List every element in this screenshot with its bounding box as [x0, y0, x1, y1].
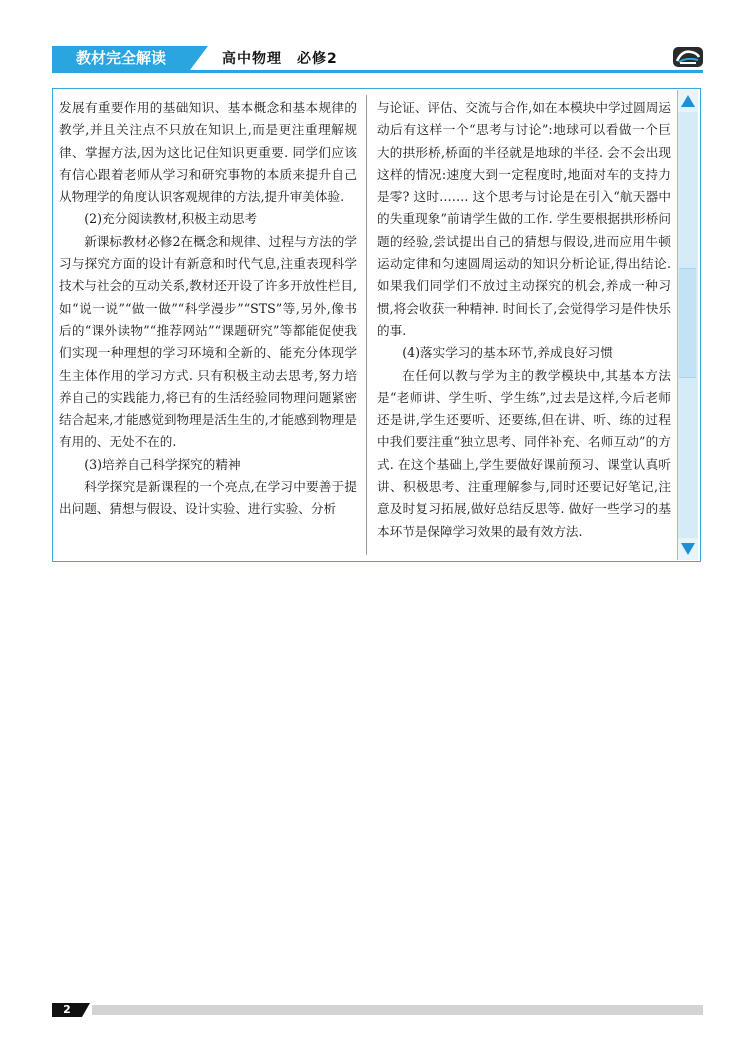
vertical-scrollbar[interactable] [677, 90, 698, 560]
page-number: 2 [52, 1003, 82, 1017]
paragraph: 发展有重要作用的基础知识、基本概念和基本规律的教学,并且关注点不只放在知识上,而是更注重理解规律、掌握方法,因为这比记住知识更重要. 同学们应该有信心跟着老师从学习和研究事物的本质来提升自己从物理学的角度认识客观规律的方法,提升审美体验. [59, 100, 357, 205]
scroll-thumb[interactable] [679, 268, 696, 378]
section-heading: (2)充分阅读教材,积极主动思考 [84, 211, 258, 227]
paragraph: 在任何以教与学为主的教学模块中,其基本方法是“老师讲、学生听、学生练”,过去是这样,今后老师还是讲,学生还要听、还要练,但在讲、听、练的过程中我们要注重“独立思考、同伴补充、名师互动”的方式. 在这个基础上,学生要做好课前预习、课堂认真听讲、积极思考、注重理解参与,同时还要记好笔记,注意及时复习拓展,做好总结反思等. 做好一些学习的基本环节是保障学习效果的最有效方法. [377, 367, 671, 539]
page-footer [52, 1003, 703, 1017]
page-header [52, 46, 703, 74]
scroll-up-button[interactable] [678, 90, 698, 112]
paragraph: 新课标教材必修2在概念和规律、过程与方法的学习与探究方面的设计有新意和时代气息,注重表现科学技术与社会的互动关系,教材还开设了许多开放性栏目,如“说一说”“做一做”“科学漫步”“STS”等,另外,像书后的“课外读物”“推荐网站”“课题研究”等都能促使我们实现一种理想的学习环境和全新的、能充分体现学生主体作用的学习方式. 只有积极主动去思考,努力培养自己的实践能力,将已有的生活经验同物理问题紧密结合起来,才能感觉到物理是活生生的,才能感到物理是有用的、无处不在的. [59, 233, 357, 450]
page-number-tip [82, 1003, 90, 1017]
section-heading: (4)落实学习的基本环节,养成良好习惯 [402, 345, 613, 361]
footer-bar [92, 1005, 703, 1015]
paragraph: 与论证、评估、交流与合作,如在本模块中学过圆周运动后有这样一个“思考与讨论”:地球可以看做一个巨大的拱形桥,桥面的半径就是地球的半径. 会不会出现这样的情况:速度大到一定程度时,地面对车的支持力是零? 这时……. 这个思考与讨论是在引入“航天器中的失重现象”前请学生做的工作. 学生要根据拱形桥问题的经验,尝试提出自己的猜想与假设,进而应用牛顿运动定律和匀速圆周运动的知识分析论证,得出结论. 如果我们同学们不放过主动探究的机会,养成一种习惯,将会收获一种精神. 时间长了,会觉得学习是件快乐的事. [377, 100, 671, 338]
book-series-badge: 教材完全解读 [52, 46, 190, 70]
badge-tip [190, 46, 208, 70]
publisher-logo-icon [673, 47, 703, 67]
scroll-down-button[interactable] [678, 538, 698, 560]
book-title: 高中物理 必修2 [222, 51, 338, 67]
triangle-down-icon [680, 542, 696, 556]
paragraph: 科学探究是新课程的一个亮点,在学习中要善于提出问题、猜想与假设、设计实验、进行实验、分析 [59, 479, 357, 517]
content-panel [52, 88, 701, 562]
right-text-column [377, 97, 671, 543]
left-text-column [59, 97, 357, 521]
section-heading: (3)培养自己科学探究的精神 [84, 456, 241, 472]
triangle-up-icon [680, 94, 696, 108]
column-divider [366, 95, 367, 555]
header-rule [52, 70, 703, 73]
